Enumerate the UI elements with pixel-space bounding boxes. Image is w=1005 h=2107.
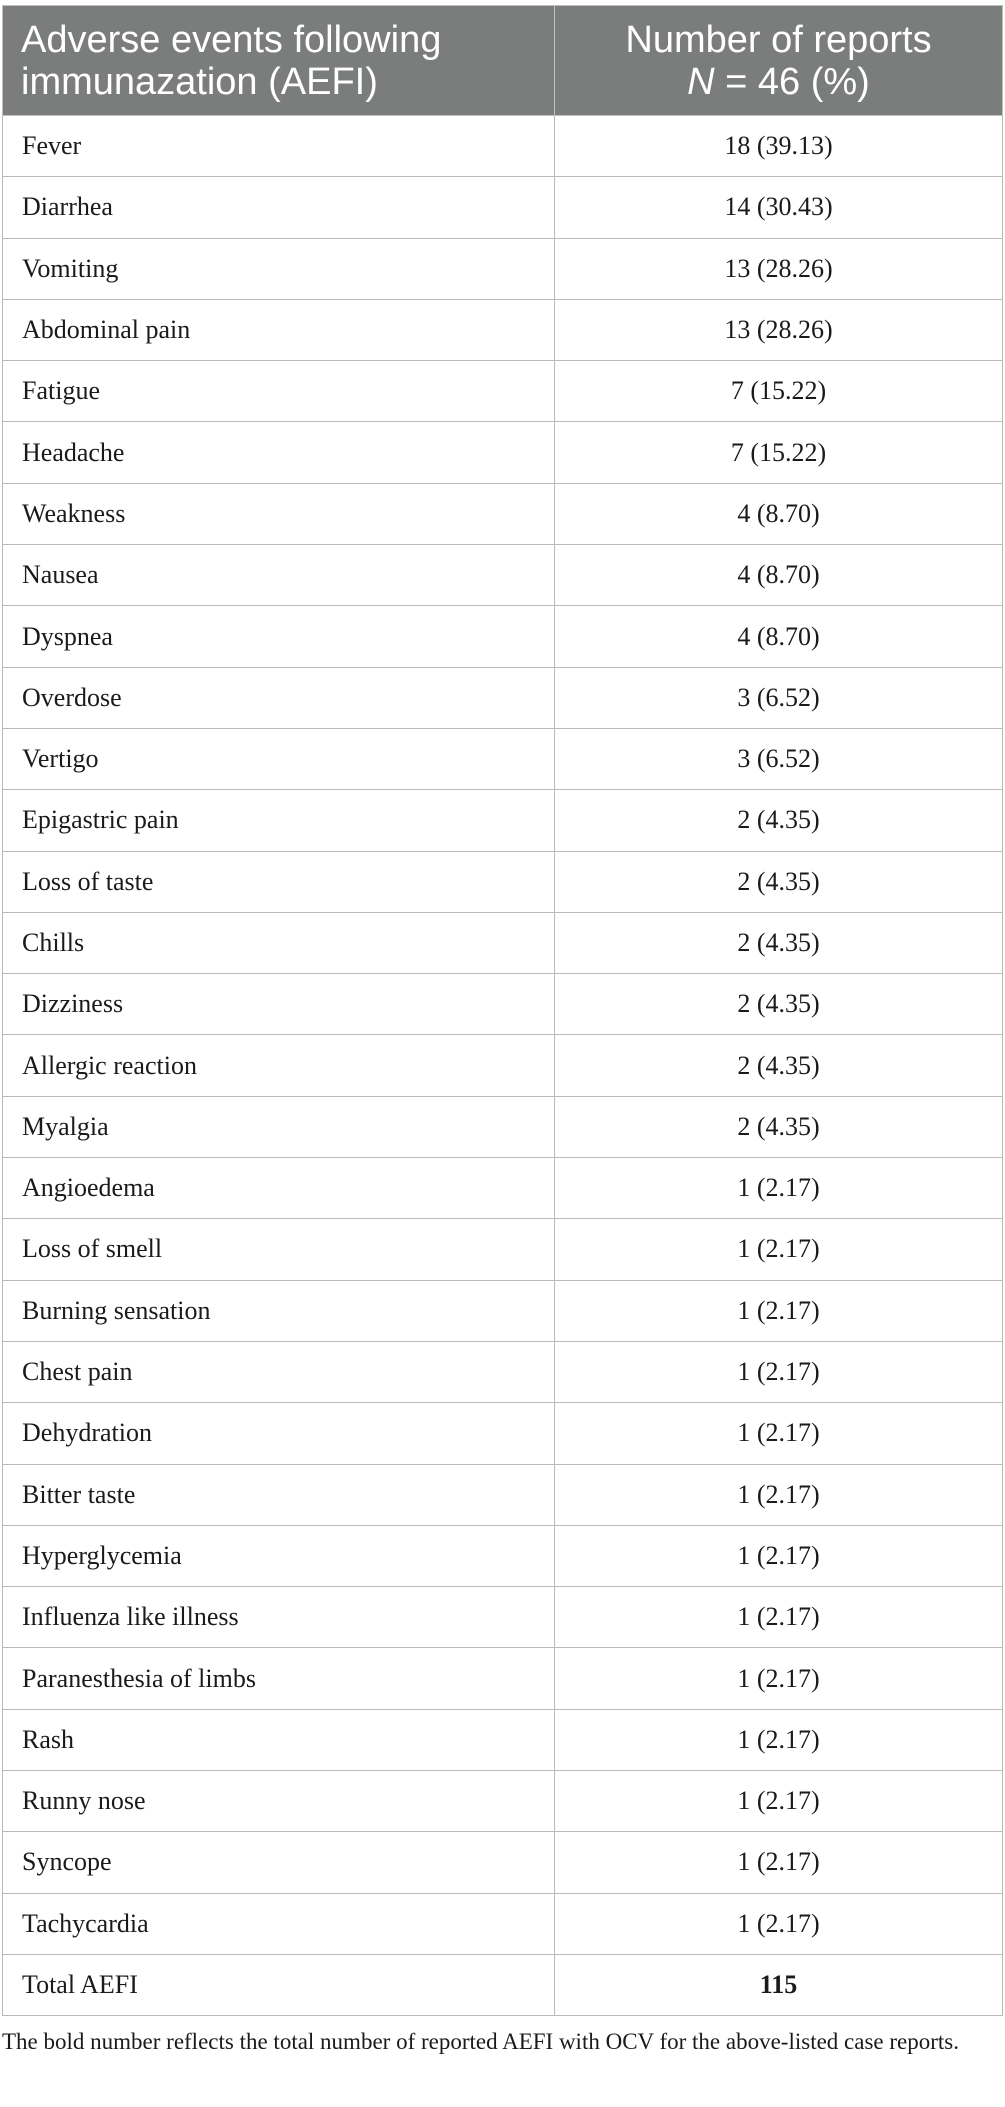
header-row <box>3 6 1003 116</box>
event-cell: Vertigo <box>3 728 555 789</box>
header-n-value: = 46 (%) <box>714 60 870 103</box>
table-row <box>3 1648 1003 1709</box>
count-cell: 4 (8.70) <box>555 483 1003 544</box>
event-cell: Angioedema <box>3 1158 555 1219</box>
header-count-line1: Number of reports <box>625 18 932 61</box>
event-cell: Vomiting <box>3 238 555 299</box>
event-cell: Loss of taste <box>3 851 555 912</box>
header-n-symbol: N <box>687 60 715 103</box>
count-cell: 3 (6.52) <box>555 667 1003 728</box>
event-cell: Syncope <box>3 1832 555 1893</box>
event-cell: Fatigue <box>3 361 555 422</box>
event-cell: Abdominal pain <box>3 299 555 360</box>
count-cell: 2 (4.35) <box>555 1096 1003 1157</box>
count-cell: 1 (2.17) <box>555 1525 1003 1586</box>
header-event-line1: Adverse events following <box>21 18 442 61</box>
total-value-cell: 115 <box>555 1954 1003 2015</box>
table-body <box>3 116 1003 2016</box>
count-cell: 1 (2.17) <box>555 1587 1003 1648</box>
count-cell: 2 (4.35) <box>555 790 1003 851</box>
table-row <box>3 728 1003 789</box>
event-cell: Epigastric pain <box>3 790 555 851</box>
table-row <box>3 912 1003 973</box>
count-cell: 1 (2.17) <box>555 1464 1003 1525</box>
count-cell: 1 (2.17) <box>555 1771 1003 1832</box>
count-cell: 4 (8.70) <box>555 545 1003 606</box>
header-count-column <box>555 6 1003 116</box>
event-cell: Overdose <box>3 667 555 728</box>
count-cell: 1 (2.17) <box>555 1341 1003 1402</box>
table-row <box>3 116 1003 177</box>
table-row <box>3 1341 1003 1402</box>
event-cell: Rash <box>3 1709 555 1770</box>
aefi-table-container <box>2 5 1002 2016</box>
count-cell: 1 (2.17) <box>555 1832 1003 1893</box>
table-row <box>3 1035 1003 1096</box>
table-row <box>3 851 1003 912</box>
table-row <box>3 422 1003 483</box>
table-row <box>3 1096 1003 1157</box>
table-row <box>3 1158 1003 1219</box>
event-cell: Bitter taste <box>3 1464 555 1525</box>
event-cell: Loss of smell <box>3 1219 555 1280</box>
count-cell: 1 (2.17) <box>555 1280 1003 1341</box>
table-row <box>3 1832 1003 1893</box>
count-cell: 1 (2.17) <box>555 1893 1003 1954</box>
event-cell: Hyperglycemia <box>3 1525 555 1586</box>
table-row <box>3 974 1003 1035</box>
event-cell: Headache <box>3 422 555 483</box>
count-cell: 1 (2.17) <box>555 1219 1003 1280</box>
table-row <box>3 1587 1003 1648</box>
count-cell: 13 (28.26) <box>555 238 1003 299</box>
table-row <box>3 606 1003 667</box>
event-cell: Influenza like illness <box>3 1587 555 1648</box>
event-cell: Myalgia <box>3 1096 555 1157</box>
event-cell: Chills <box>3 912 555 973</box>
count-cell: 2 (4.35) <box>555 851 1003 912</box>
table-row <box>3 238 1003 299</box>
count-cell: 7 (15.22) <box>555 361 1003 422</box>
table-row <box>3 1403 1003 1464</box>
table-row <box>3 545 1003 606</box>
event-cell: Diarrhea <box>3 177 555 238</box>
event-cell: Paranesthesia of limbs <box>3 1648 555 1709</box>
count-cell: 14 (30.43) <box>555 177 1003 238</box>
count-cell: 2 (4.35) <box>555 974 1003 1035</box>
table-row <box>3 299 1003 360</box>
event-cell: Nausea <box>3 545 555 606</box>
event-cell: Fever <box>3 116 555 177</box>
count-cell: 2 (4.35) <box>555 912 1003 973</box>
header-count-line2 <box>555 61 1002 103</box>
event-cell: Dyspnea <box>3 606 555 667</box>
table-row <box>3 1525 1003 1586</box>
table-row <box>3 1893 1003 1954</box>
count-cell: 1 (2.17) <box>555 1158 1003 1219</box>
count-cell: 13 (28.26) <box>555 299 1003 360</box>
count-cell: 4 (8.70) <box>555 606 1003 667</box>
table-row <box>3 790 1003 851</box>
table-header <box>3 6 1003 116</box>
event-cell: Dizziness <box>3 974 555 1035</box>
table-row <box>3 1464 1003 1525</box>
header-event-line2: immunazation (AEFI) <box>21 60 378 103</box>
table-row <box>3 361 1003 422</box>
event-cell: Tachycardia <box>3 1893 555 1954</box>
count-cell: 1 (2.17) <box>555 1648 1003 1709</box>
event-cell: Weakness <box>3 483 555 544</box>
count-cell: 1 (2.17) <box>555 1403 1003 1464</box>
event-cell: Chest pain <box>3 1341 555 1402</box>
count-cell: 1 (2.17) <box>555 1709 1003 1770</box>
event-cell: Burning sensation <box>3 1280 555 1341</box>
total-label-cell: Total AEFI <box>3 1954 555 2015</box>
table-row <box>3 1709 1003 1770</box>
table-row <box>3 1280 1003 1341</box>
count-cell: 3 (6.52) <box>555 728 1003 789</box>
table-row <box>3 177 1003 238</box>
table-footnote: The bold number reflects the total number of reported AEFI with OCV for the above-listed case reports. <box>2 2029 959 2054</box>
event-cell: Dehydration <box>3 1403 555 1464</box>
event-cell: Runny nose <box>3 1771 555 1832</box>
table-row <box>3 667 1003 728</box>
count-cell: 18 (39.13) <box>555 116 1003 177</box>
event-cell: Allergic reaction <box>3 1035 555 1096</box>
total-row <box>3 1954 1003 2015</box>
count-cell: 2 (4.35) <box>555 1035 1003 1096</box>
table-row <box>3 1219 1003 1280</box>
header-event-column <box>3 6 555 116</box>
table-row <box>3 1771 1003 1832</box>
table-row <box>3 483 1003 544</box>
count-cell: 7 (15.22) <box>555 422 1003 483</box>
aefi-table <box>2 5 1003 2016</box>
